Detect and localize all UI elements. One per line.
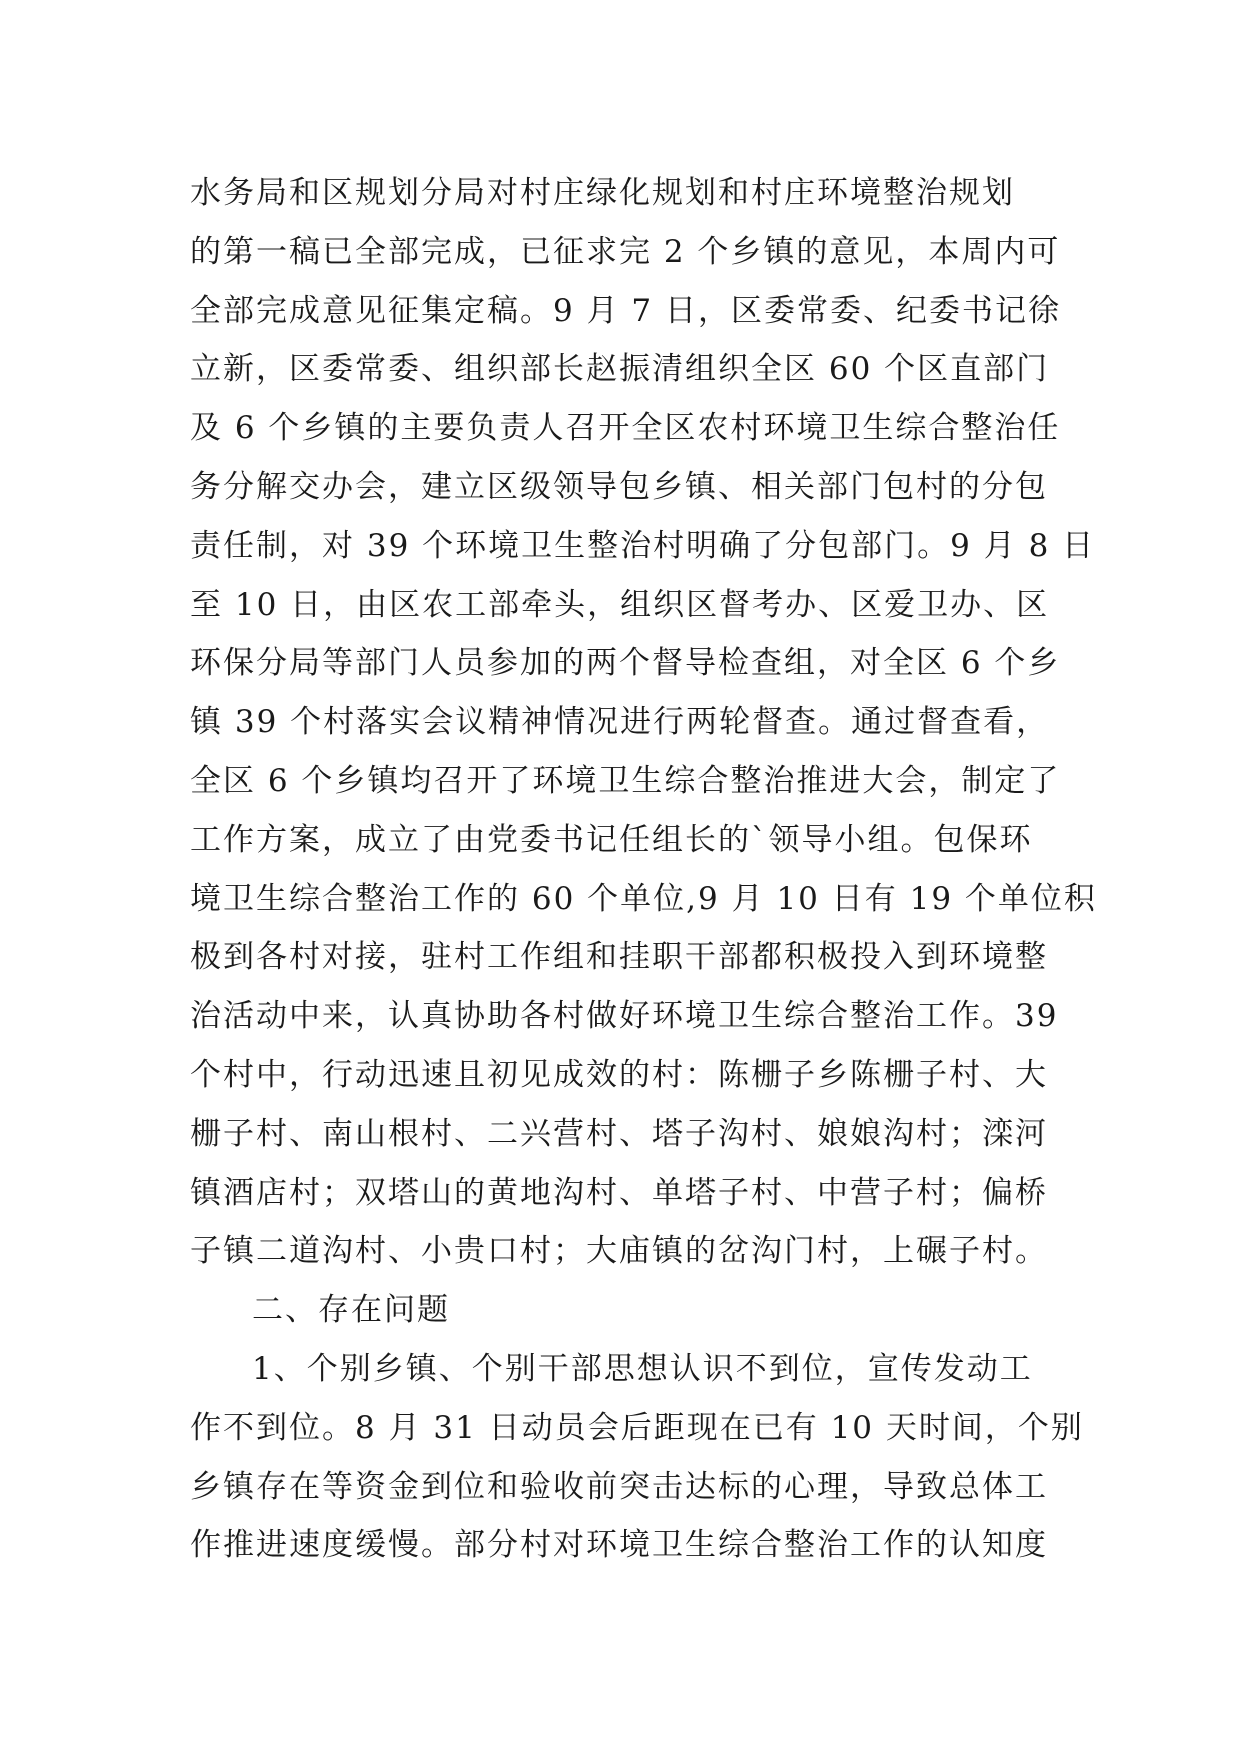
body-line: 栅子村、南山根村、二兴营村、塔子沟村、娘娘沟村；滦河 bbox=[190, 1115, 1048, 1152]
body-line: 全部完成意见征集定稿。9 月 7 日，区委常委、纪委书记徐 bbox=[190, 292, 1062, 329]
body-line: 个村中，行动迅速且初见成效的村：陈栅子乡陈栅子村、大 bbox=[190, 1056, 1048, 1093]
document-body bbox=[190, 164, 1097, 1575]
section-heading: 二、存在问题 bbox=[252, 1292, 450, 1329]
body-line: 及 6 个乡镇的主要负责人召开全区农村环境卫生综合整治任 bbox=[190, 410, 1061, 447]
body-line: 子镇二道沟村、小贵口村；大庙镇的岔沟门村，上碾子村。 bbox=[190, 1233, 1048, 1270]
item-line: 作不到位。8 月 31 日动员会后距现在已有 10 天时间，个别 bbox=[190, 1409, 1084, 1446]
item-line: 乡镇存在等资金到位和验收前突击达标的心理，导致总体工 bbox=[190, 1468, 1048, 1505]
body-line: 至 10 日，由区农工部牵头，组织区督考办、区爱卫办、区 bbox=[190, 586, 1050, 623]
body-line: 全区 6 个乡镇均召开了环境卫生综合整治推进大会，制定了 bbox=[190, 762, 1061, 799]
item-line: 作推进速度缓慢。部分村对环境卫生综合整治工作的认知度 bbox=[190, 1527, 1048, 1564]
body-line: 责任制，对 39 个环境卫生整治村明确了分包部门。9 月 8 日 bbox=[190, 527, 1096, 564]
body-line: 水务局和区规划分局对村庄绿化规划和村庄环境整治规划 bbox=[190, 175, 1015, 211]
body-line: 镇 39 个村落实会议精神情况进行两轮督查。通过督查看， bbox=[190, 704, 1050, 741]
body-line: 极到各村对接，驻村工作组和挂职干部都积极投入到环境整 bbox=[190, 939, 1048, 976]
body-line: 务分解交办会，建立区级领导包乡镇、相关部门包村的分包 bbox=[190, 468, 1048, 505]
body-line: 镇酒店村；双塔山的黄地沟村、单塔子村、中营子村；偏桥 bbox=[190, 1174, 1048, 1211]
item-line: 1、个别乡镇、个别干部思想认识不到位，宣传发动工 bbox=[252, 1350, 1033, 1387]
body-line: 立新，区委常委、组织部长赵振清组织全区 60 个区直部门 bbox=[190, 351, 1050, 388]
body-line: 环保分局等部门人员参加的两个督导检查组，对全区 6 个乡 bbox=[190, 645, 1061, 682]
body-line: 的第一稿已全部完成，已征求完 2 个乡镇的意见，本周内可 bbox=[190, 233, 1061, 270]
body-line: 境卫生综合整治工作的 60 个单位,9 月 10 日有 19 个单位积 bbox=[190, 880, 1097, 917]
body-line: 工作方案，成立了由党委书记任组长的`领导小组。包保环 bbox=[190, 821, 1033, 858]
body-line: 治活动中来，认真协助各村做好环境卫生综合整治工作。39 bbox=[190, 998, 1059, 1035]
